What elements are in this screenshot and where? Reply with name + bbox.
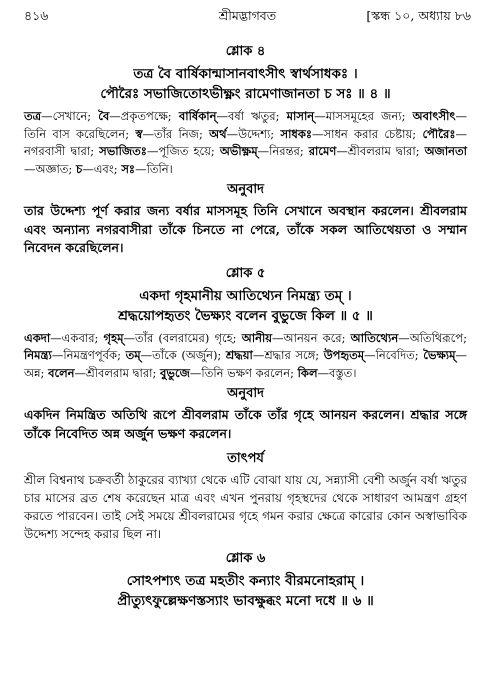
verse-5-line-1: একদা গৃহমানীয় আতিথ্যেন নিমন্ত্র্য তম্ । <box>139 287 352 304</box>
synonym-meaning: —শ্রীবলরাম দ্বারা; <box>74 365 161 380</box>
synonym-word: তম্ <box>125 348 141 362</box>
verse-5-purport-heading: তাৎপর্য <box>227 451 264 466</box>
synonym-word: শ্রদ্ধয়া <box>225 348 253 362</box>
synonym-meaning: —উদ্দেশ্য; <box>226 126 281 141</box>
verse-6-line-2: প্রীত্যুৎফুল্লেক্ষণস্তস্যাং ভাবক্ষুব্ধং মনো দধে ॥ ৬ ॥ <box>117 593 374 609</box>
synonym-word: গৃহম্ <box>103 330 124 345</box>
synonym-word: বলেন <box>48 365 75 380</box>
synonym-word: সভাজিতঃ <box>99 144 147 158</box>
synonym-meaning: —তাঁর নিজ; <box>142 126 210 141</box>
synonym-word: সাধকঃ <box>280 126 313 141</box>
verse-4-synonyms <box>24 108 467 178</box>
synonym-word: অজানতা <box>424 144 468 158</box>
synonym-word: কিল <box>297 365 318 380</box>
synonym-meaning: —শ্রীবলরাম দ্বারা; <box>336 144 425 158</box>
verse-5-synonyms <box>24 330 467 383</box>
synonym-meaning: —আনয়ন করে; <box>272 330 351 345</box>
verse-4-heading: শ্লোক ৪ <box>225 44 266 59</box>
book-title: শ্রীমদ্ভাগবত <box>218 8 277 23</box>
synonym-meaning: —অন্ন; <box>24 348 467 380</box>
synonym-meaning: —সাধন করার চেষ্টায়; <box>312 126 423 141</box>
synonym-word: বৈ <box>98 109 110 123</box>
synonym-word: মাসান্ <box>286 109 315 123</box>
synonym-meaning: —বস্তুত। <box>317 365 357 380</box>
synonym-meaning: —অজ্ঞাত; <box>24 161 76 176</box>
verse-5-line-2: শ্রদ্ধয়োপহৃতং ভৈক্ষ্যং বলেন বুভুজে কিল ॥ ৫ ॥ <box>118 307 373 324</box>
synonym-meaning: —মাসসমূহের জন্য; <box>314 109 413 123</box>
synonym-meaning: —তাঁকে (অর্জুন); <box>140 348 226 362</box>
synonym-meaning: —তিনি। <box>135 161 173 176</box>
synonym-word: রামেণ <box>308 144 337 158</box>
synonym-word: পৌরৈঃ <box>422 126 456 141</box>
synonym-meaning: —এবং; <box>82 161 122 176</box>
verse-6-heading: শ্লোক ৬ <box>225 551 266 566</box>
verse-5-translation: একদিন নিমন্ত্রিত অতিথি রূপে শ্রীবলরাম তাঁকে তাঁর গৃহে আনয়ন করলেন। শ্রদ্ধার সঙ্গে তাঁকে নিবেদিত অন্ন অর্জুন ভক্ষণ করলেন। <box>24 407 467 441</box>
synonym-word: নিমন্ত্র্য <box>24 348 52 362</box>
synonym-word: আতিথ্যেন <box>350 330 399 345</box>
verse-5-purport: শ্রীল বিশ্বনাথ চক্রবর্তী ঠাকুরের ব্যাখ্যা থেকে এটি বোঝা যায় যে, সন্ন্যাসী বেশী অর্জুন বর্ষা ঋতুর চার মাসের ব্রত শেষ করেছেন মাত্র এবং এখন পুনরায় গৃহস্থদের থেকে সাধারণ আমন্ত্রণ গ্রহণ করতে পারবেন। তাই সেই সময়ে শ্রীবলরামের গৃহে গমন করার ক্ষেত্রে কারোর কোন অস্বাভাবিক উদ্দেশ্য সন্দেহ করার ছিল না। <box>24 473 467 541</box>
synonym-word: স্ব <box>135 126 143 141</box>
synonym-word: বার্ষিকান্ <box>178 109 217 123</box>
synonym-meaning: —সেখানে; <box>41 109 99 123</box>
synonym-meaning: —অতিথিরূপে; <box>398 330 467 345</box>
synonym-word: অর্থ <box>209 126 227 141</box>
synonym-meaning: —শ্রদ্ধার সঙ্গে; <box>252 348 324 362</box>
synonym-word: আনীয় <box>241 330 273 345</box>
synonym-word: সঃ <box>121 161 136 176</box>
synonym-meaning: —তিনি বাস করেছিলেন; <box>24 109 467 141</box>
synonym-meaning: —একবার; <box>50 330 104 345</box>
synonym-word: চ <box>75 161 83 176</box>
synonym-word: উপহৃতম্ <box>323 348 365 362</box>
page-header <box>24 8 471 26</box>
synonym-meaning: —তাঁর (বলরামের) গৃহে; <box>123 330 242 345</box>
synonym-meaning: —পূজিত হয়ে; <box>146 144 220 158</box>
verse-5-heading: শ্লোক ৫ <box>225 265 266 281</box>
synonym-word: বুভুজে <box>160 365 190 380</box>
verse-4-line-1: তত্র বৈ বার্ষিকান্মাসানবাৎসীৎ স্বার্থসাধকঃ । <box>133 66 358 82</box>
synonym-meaning: —বর্ষা ঋতুর; <box>216 109 287 123</box>
synonym-meaning: —নিবেদিত; <box>364 348 424 362</box>
synonym-meaning: —তিনি ভক্ষণ করলেন; <box>189 365 298 380</box>
synonym-word: অভীক্ষ্ণম্ <box>219 144 258 158</box>
synonym-word: ভৈক্ষ্যম্ <box>423 348 456 362</box>
verse-6-line-1: সোঽপশ্যৎ তত্র মহতীং কন্যাং বীরমনোহরাম্ । <box>126 573 365 589</box>
synonym-word: তত্র <box>24 109 42 123</box>
synonym-word: একদা <box>24 330 51 345</box>
synonym-meaning: —নগরবাসী দ্বারা; <box>24 126 467 158</box>
verse-4-translation-heading: অনুবাদ <box>227 182 264 197</box>
synonym-word: অবাৎসীৎ <box>412 109 456 123</box>
page-number: ৪১৬ <box>24 8 49 23</box>
synonym-meaning: —নিমন্ত্রণপূর্বক; <box>51 348 126 362</box>
verse-5-translation-heading: অনুবাদ <box>227 386 264 401</box>
synonym-meaning: —প্রকৃতপক্ষে; <box>109 109 179 123</box>
section-reference: [স্কন্ধ ১০, অধ্যায় ৮৬ <box>366 8 471 23</box>
page-content <box>24 44 467 611</box>
verse-4-line-2: পৌরৈঃ সভাজিতোঽভীক্ষ্ণং রামেণাজানতা চ সঃ ॥ ৪ ॥ <box>100 86 391 102</box>
synonym-meaning: —নিরন্তর; <box>257 144 309 158</box>
verse-4-translation: তার উদ্দেশ্য পূর্ণ করার জন্য বর্ষার মাসসমূহ তিনি সেখানে অবস্থান করলেন। শ্রীবলরাম এবং অন্যান্য নগরবাসীরা তাঁকে চিনতে না পেরে, তাঁকে সকল আতিথেয়তা ও সম্মান নিবেদন করেছিলেন। <box>24 203 467 255</box>
